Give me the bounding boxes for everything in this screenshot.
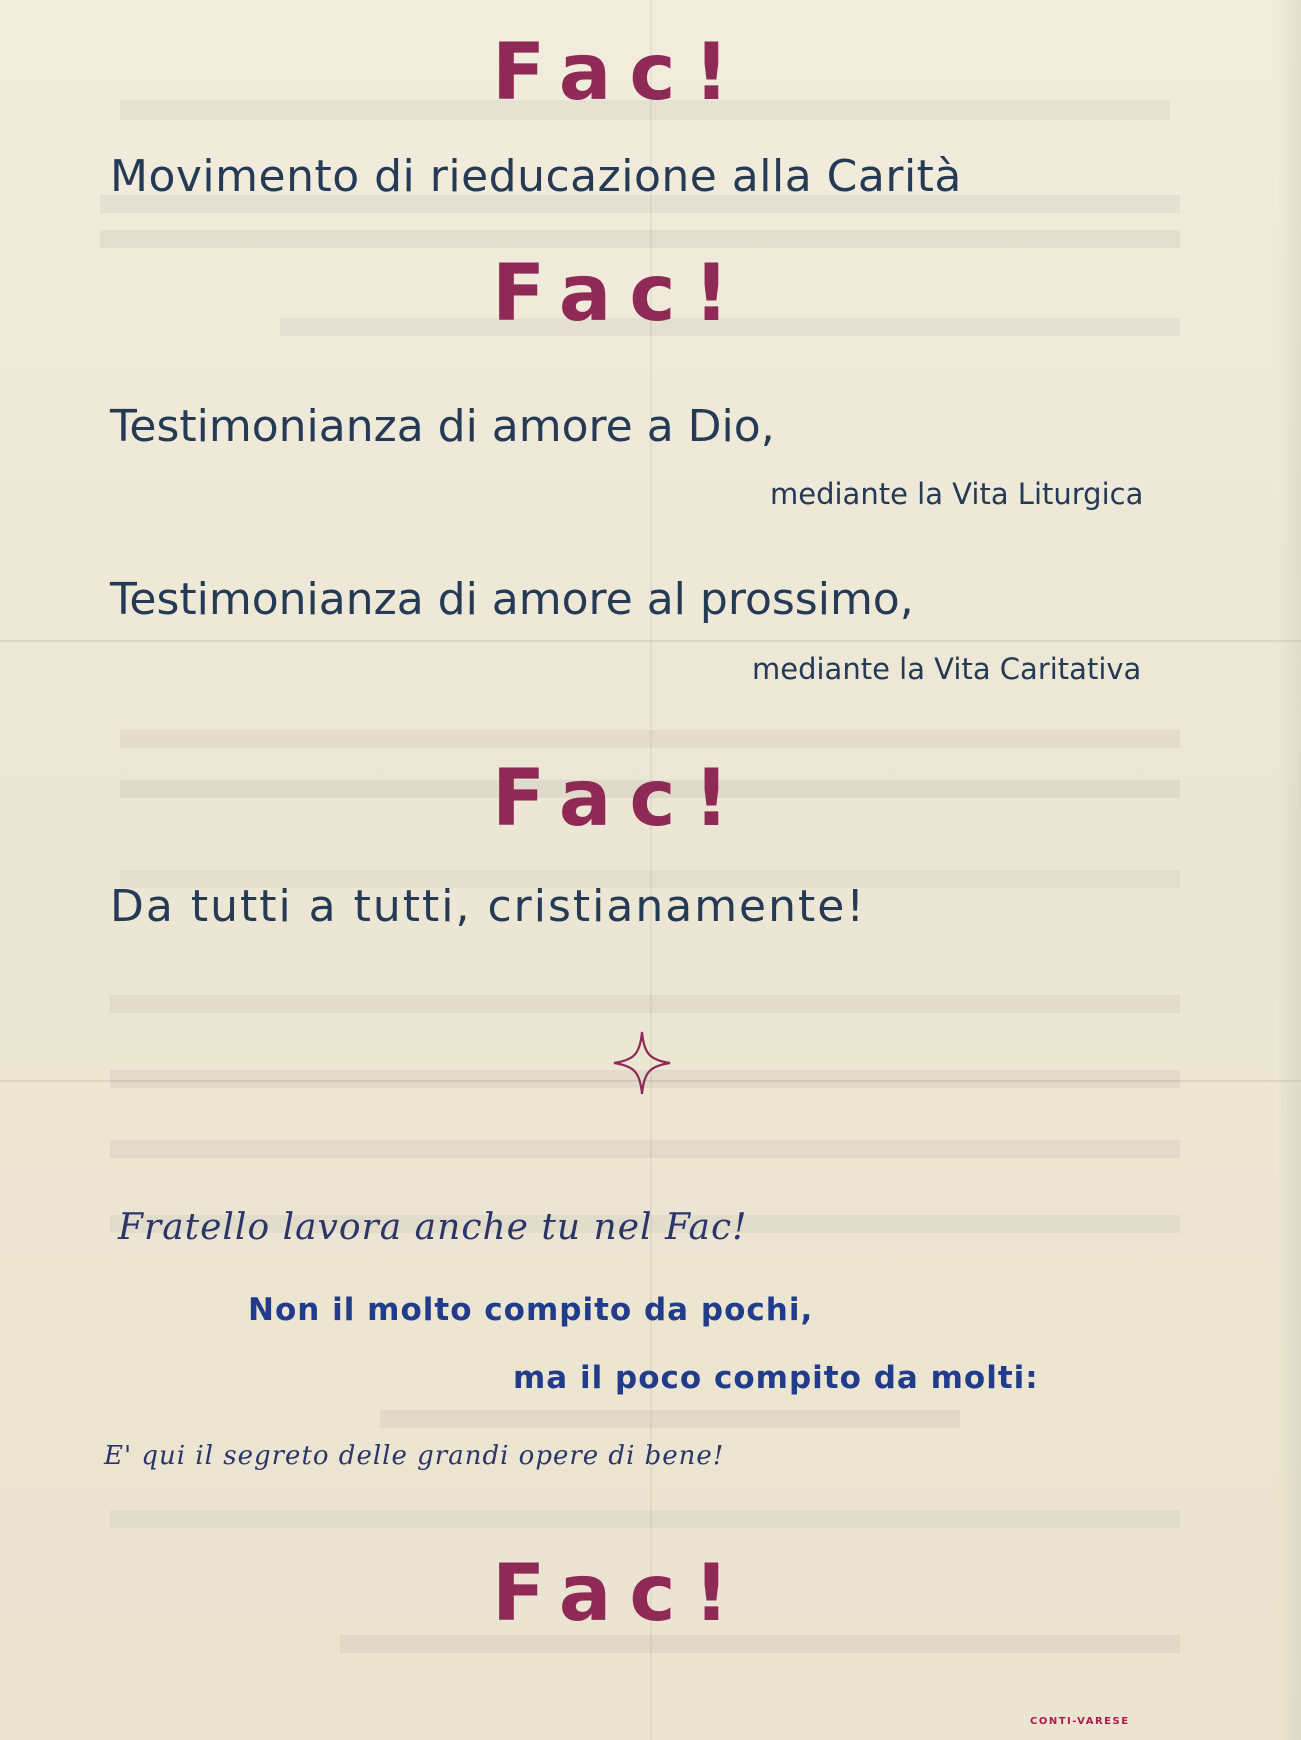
fac-heading: Fac! [492,1549,748,1639]
paper-edge-shadow [1277,0,1301,1740]
testimony-neighbor-text: Testimonianza di amore al prossimo, [110,574,914,625]
four-point-star-icon [612,1030,672,1096]
testimony-neighbor-subtext: mediante la Vita Caritativa [752,652,1142,686]
motto-line-2: ma il poco compito da molti: [513,1360,1039,1396]
secret-line-text: E' qui il segreto delle grandi opere di bene! [104,1441,725,1471]
bleed-through [110,1140,1180,1158]
bleed-through [340,1635,1180,1653]
fac-heading: Fac! [492,28,748,118]
bleed-through [100,230,1180,248]
bleed-through [110,1510,1180,1528]
bleed-through [380,1410,960,1428]
testimony-god-subtext: mediante la Vita Liturgica [770,477,1144,511]
call-to-action-text: Fratello lavora anche tu nel Fac! [118,1207,748,1248]
testimony-god-text: Testimonianza di amore a Dio, [110,401,775,452]
bleed-through [120,730,1180,748]
bleed-through [110,995,1180,1013]
fac-heading: Fac! [492,754,748,844]
printer-mark: CONTI-VARESE [1030,1716,1130,1727]
all-to-all-text: Da tutti a tutti, cristianamente! [110,881,866,932]
fac-heading: Fac! [492,249,748,339]
movement-subtitle: Movimento di rieducazione alla Carità [110,151,962,202]
motto-line-1: Non il molto compito da pochi, [248,1292,814,1328]
